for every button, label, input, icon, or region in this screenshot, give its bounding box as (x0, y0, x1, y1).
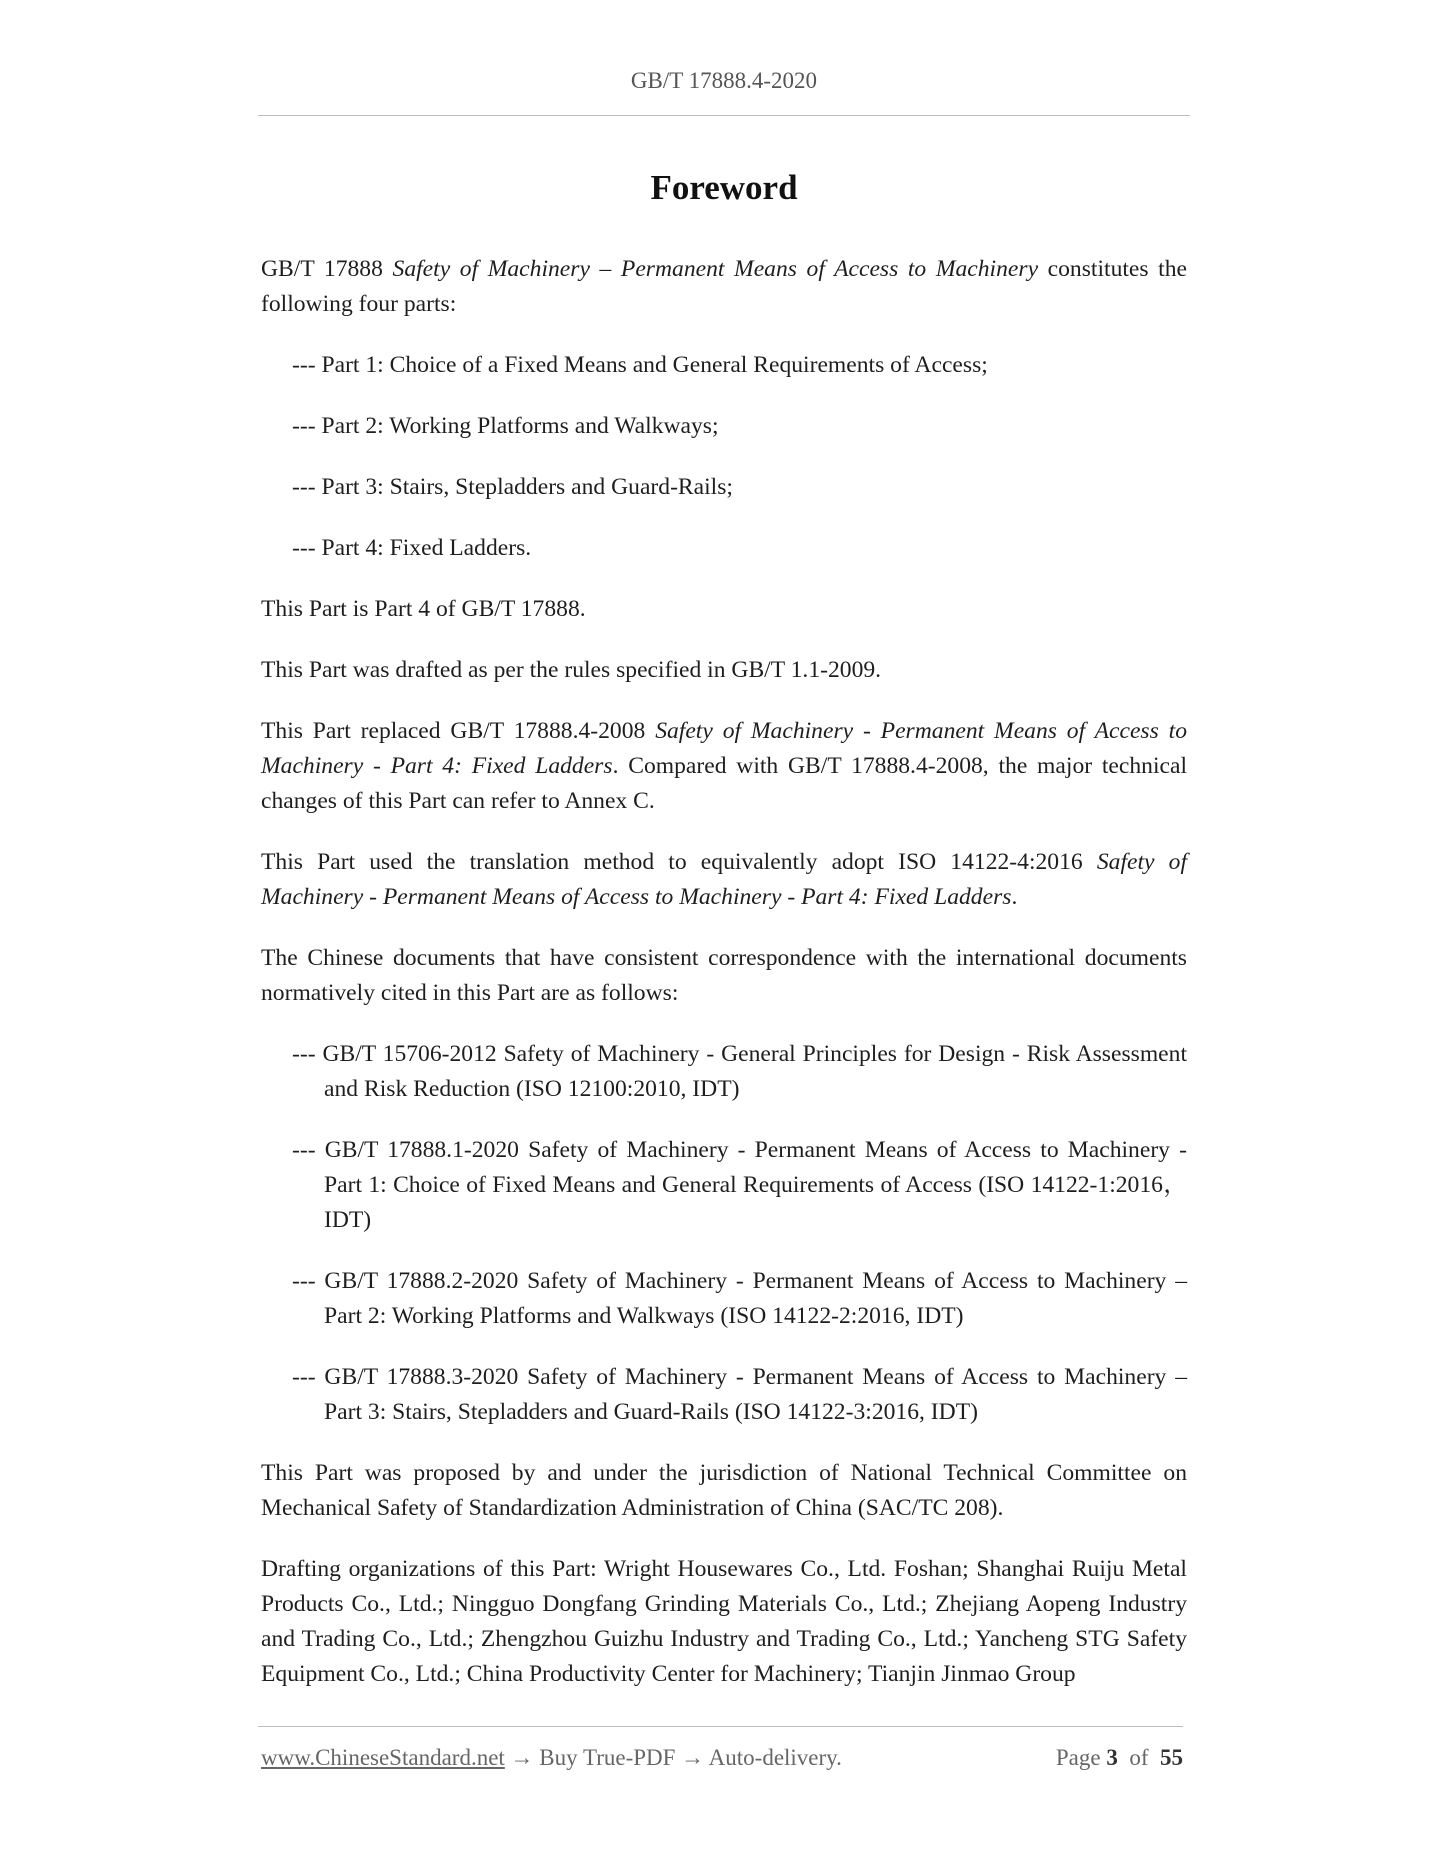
list-item-ref1: --- GB/T 15706-2012 Safety of Machinery - General Principles for Design - Risk Assessment and Risk Reduction (ISO 12100:2010, IDT) (292, 1041, 1187, 1102)
series-title: Safety of Machinery – Permanent Means of Access to Machinery (392, 256, 1039, 282)
list-item-ref3: --- GB/T 17888.2-2020 Safety of Machinery - Permanent Means of Access to Machinery – Part 2: Working Platforms and Walkways (ISO 14122-2:2016, IDT) (292, 1268, 1187, 1329)
of-word: of (1129, 1745, 1149, 1770)
replaced-text: This Part replaced GB/T 17888.4-2008 (261, 718, 656, 744)
footer-left (261, 1745, 842, 1771)
running-header: GB/T 17888.4-2020 (630, 68, 818, 93)
intro-paragraph (261, 252, 1187, 322)
intro-text: GB/T 17888 (261, 256, 393, 282)
intro-text-end: constitutes the following four parts: (261, 256, 1187, 317)
list-item-part2: --- Part 2: Working Platforms and Walkways; (292, 413, 719, 439)
adoption-title: Safety of Machinery - Permanent Means of Access to Machinery - Part 4: Fixed Ladders (261, 849, 1187, 910)
replaced-title: Safety of Machinery - Permanent Means of Access to Machinery - Part 4: Fixed Ladders (261, 718, 1187, 779)
replaced-text-end: . Compared with GB/T 17888.4-2008, the major technical changes of this Part can refer to Annex C. (261, 753, 1188, 814)
paragraph-correspondence: The Chinese documents that have consistent correspondence with the international documents normatively cited in this Part are as follows: (261, 945, 1187, 1006)
footer-tagline: → Buy True-PDF → Auto-delivery. (504, 1745, 842, 1770)
page-total: 55 (1160, 1745, 1183, 1770)
paragraph-drafting-rules: This Part was drafted as per the rules specified in GB/T 1.1-2009. (261, 657, 882, 683)
header-divider (258, 115, 1190, 116)
footer-divider (258, 1726, 1183, 1727)
list-item-ref4: --- GB/T 17888.3-2020 Safety of Machinery - Permanent Means of Access to Machinery – Part 3: Stairs, Stepladders and Guard-Rails (ISO 14122-3:2016, IDT) (292, 1364, 1187, 1425)
adoption-text: This Part used the translation method to equivalently adopt ISO 14122-4:2016 (261, 849, 1097, 875)
list-item-part4: --- Part 4: Fixed Ladders. (292, 535, 532, 561)
list-item-part3: --- Part 3: Stairs, Stepladders and Guard-Rails; (292, 474, 733, 500)
paragraph-part-of: This Part is Part 4 of GB/T 17888. (261, 596, 586, 622)
page-title: Foreword (650, 168, 798, 207)
list-item-part1: --- Part 1: Choice of a Fixed Means and General Requirements of Access; (292, 352, 988, 378)
paragraph-adoption (261, 845, 1187, 915)
document-body (261, 252, 1187, 1692)
paragraph-replaced (261, 714, 1187, 819)
page-footer (261, 1745, 1183, 1771)
website-link[interactable]: www.ChineseStandard.net (261, 1745, 505, 1770)
paragraph-drafting-orgs: Drafting organizations of this Part: Wright Housewares Co., Ltd. Foshan; Shanghai Ruiju Metal Products Co., Ltd.; Ningguo Dongfang Grinding Materials Co., Ltd.; Zhejiang Aopeng Industry and Trading Co., Ltd.; Zhengzhou Guizhu Industry and Trading Co., Ltd.; Yancheng STG Safety Equipment Co., Ltd.; China Productivity Center for Machinery; Tianjin Jinmao Group (261, 1556, 1187, 1687)
page-number: 3 (1106, 1745, 1118, 1770)
adoption-text-end: . (1011, 884, 1018, 910)
paragraph-proposed: This Part was proposed by and under the jurisdiction of National Technical Committee on Mechanical Safety of Standardization Administration of China (SAC/TC 208). (261, 1460, 1187, 1521)
page-word: Page (1055, 1745, 1101, 1770)
list-item-ref2: --- GB/T 17888.1-2020 Safety of Machinery - Permanent Means of Access to Machinery - Part 1: Choice of Fixed Means and General Requirements of Access (ISO 14122-1:2016，IDT) (292, 1137, 1187, 1233)
page-indicator (1056, 1745, 1183, 1771)
